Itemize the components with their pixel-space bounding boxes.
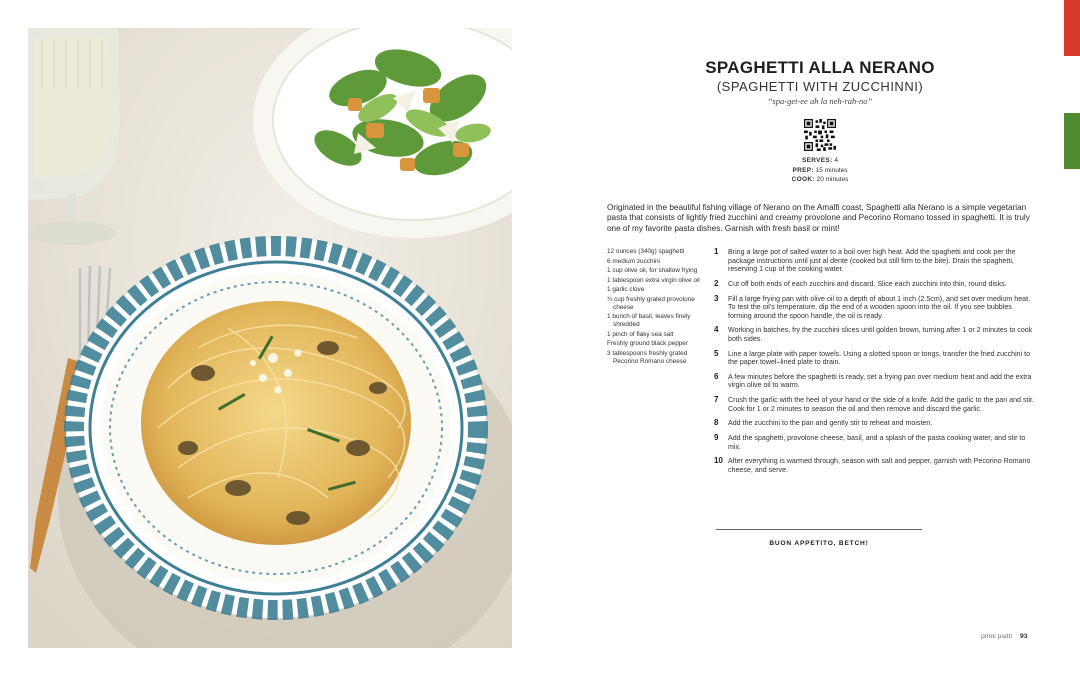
step-number: 7 [714, 394, 719, 404]
ingredient-item: 12 ounces (340g) spaghetti [607, 248, 685, 255]
prep-line [740, 166, 900, 176]
step-item [714, 248, 1034, 274]
serves-value: 4 [834, 157, 838, 164]
ingredient-item: 1 bunch of basil, leaves finely shredded [607, 313, 691, 328]
cook-line [740, 175, 900, 185]
step-number: 9 [714, 432, 719, 442]
recipe-title: SPAGHETTI ALLA NERANO [705, 58, 935, 77]
flag-tab-red [1064, 0, 1080, 56]
step-text: Add the spaghetti, provolone cheese, basil, and a splash of the pasta cooking water, and stir to mix. [728, 433, 1026, 451]
ingredient-item: 3 tablespoons freshly grated Pecorino Romano cheese [607, 349, 688, 365]
step-number: 3 [714, 293, 719, 303]
step-number: 2 [714, 278, 719, 288]
step-text: Bring a large pot of salted water to a boil over high heat. Add the spaghetti and cook per the package instructions until just al dente (cooked but still firm to the bite). Drain the spaghetti, reserving 1 cup of the cooking water. [728, 248, 1016, 274]
step-number: 5 [714, 348, 719, 358]
cook-label: COOK: [791, 176, 815, 183]
ingredient-item: 1 tablespoon extra virgin olive oil [607, 276, 700, 284]
step-item [714, 295, 1034, 321]
step-text: Add the zucchini to the pan and gently stir to reheat and moisten. [728, 419, 933, 428]
pasta-plate [66, 238, 486, 618]
step-item [714, 280, 1034, 289]
cook-value: 20 minutes [816, 176, 849, 183]
signoff: BUON APPETITO, BETCH! [769, 540, 869, 547]
ingredient-item: ¾ cup freshly grated provolone cheese [607, 295, 695, 311]
step-item [714, 326, 1034, 343]
step-text: After everything is warmed through, season with salt and pepper, garnish with Pecorino Romano cheese, and serve. [728, 457, 1031, 474]
divider-rule [716, 529, 922, 530]
prep-label: PREP: [792, 166, 814, 174]
step-number: 4 [714, 325, 719, 335]
step-text: A few minutes before the spaghetti is ready, set a frying pan over medium heat and add the extra virgin olive oil to warm. [728, 372, 1032, 390]
serves-label: SERVES: [802, 157, 833, 164]
step-number: 8 [714, 418, 719, 428]
qr-code-icon[interactable] [804, 119, 836, 151]
flag-tab-green [1064, 113, 1080, 169]
recipe-meta [740, 156, 900, 185]
step-item [714, 350, 1034, 367]
recipe-photo [28, 28, 512, 648]
step-text: Working in batches, fry the zucchini slices until golden brown, turning after 1 or 2 minutes to cook both sides. [728, 326, 1033, 343]
step-text: Line a large plate with paper towels. Using a slotted spoon or tongs, transfer the fried zucchini to the paper towel–lined plate to drain. [728, 349, 1031, 367]
step-number: 6 [714, 371, 719, 381]
step-item [714, 434, 1034, 451]
step-item [714, 373, 1034, 390]
step-number: 10 [714, 456, 723, 466]
page-number: 93 [1020, 633, 1028, 640]
footer-section: primi piatti [981, 633, 1012, 640]
ingredient-item: 1 pinch of flaky sea salt [607, 330, 674, 338]
step-number: 1 [714, 247, 719, 256]
method-steps [714, 248, 1034, 480]
intro-paragraph: Originated in the beautiful fishing village of Nerano on the Amalfi coast, Spaghetti alla Nerano is a simple vegetarian pasta that consists of lightly fried zucchini and creamy provolone and Pecorino Romano tossed in spaghetti. It is truly one of my favorite pasta dishes. Garnish with fresh basil or mint! [607, 203, 1030, 233]
ingredient-item: 1 cup olive oil, for shallow frying [607, 267, 698, 274]
step-text: Fill a large frying pan with olive oil to a depth of about 1 inch (2.5cm), and set over medium heat. To test the oil’s temperature, dip the end of a wooden spoon into the oil. If you see bubbles forming around the spoon handle, the oil is ready. [728, 294, 1031, 320]
step-item [714, 419, 1034, 428]
pronunciation: “spa-get-ee ah la neh-rah-no” [767, 96, 873, 106]
step-item [714, 457, 1034, 474]
ingredient-item: 6 medium zucchini [607, 257, 660, 265]
ingredient-item: Freshly ground black pepper [607, 340, 688, 347]
recipe-subtitle: (SPAGHETTI WITH ZUCCHINNI) [716, 79, 924, 94]
step-item [714, 396, 1034, 413]
ingredients-list [607, 248, 707, 367]
prep-value: 15 minutes [815, 166, 848, 174]
ingredient-item: 1 garlic clove [607, 286, 645, 293]
step-text: Crush the garlic with the heel of your hand or the side of a knife. Add the garlic to the pan and stir. Cook for 1 or 2 minutes to season the oil and then remove and discard the garlic. [728, 395, 1035, 413]
step-text: Cut off both ends of each zucchini and discard. Slice each zucchini into thin, round disks. [728, 279, 1007, 288]
serves-line [740, 156, 900, 166]
photo-illustration [28, 28, 512, 648]
